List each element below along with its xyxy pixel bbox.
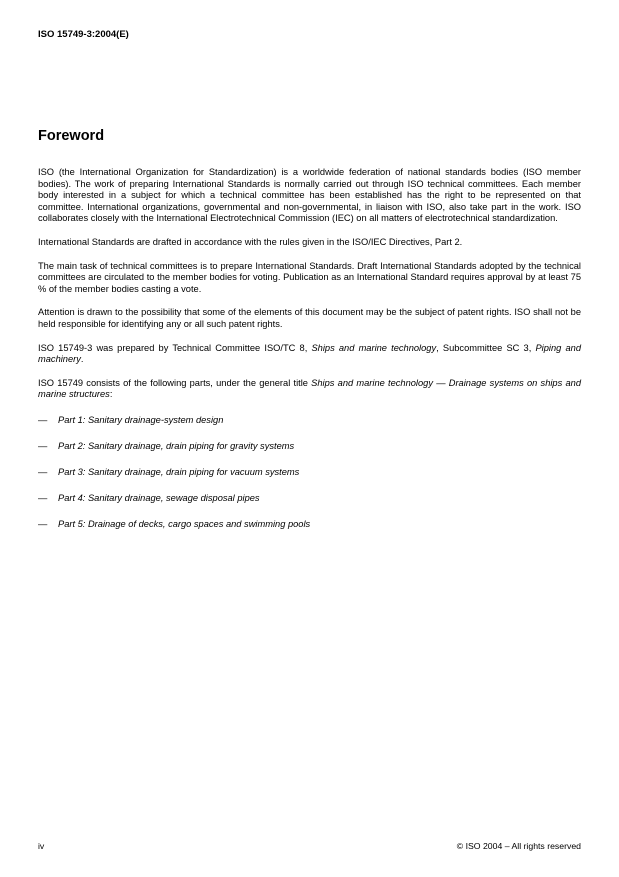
page-footer	[38, 841, 581, 851]
consists-of-text: ISO 15749 consists of the following parts, under the general title	[38, 377, 312, 388]
part-4-label: Part 4: Sanitary drainage, sewage disposal pipes	[58, 492, 260, 503]
list-dash: —	[38, 440, 48, 451]
paragraph-main-task: The main task of technical committees is to prepare International Standards. Draft International Standards adopted by the technical committees are circulated to the member bodies for voting. Publication as an International Standard requires approval by at least 75 % of the member bodies casting a vote.	[38, 260, 581, 294]
copyright-notice: © ISO 2004 – All rights reserved	[456, 841, 581, 851]
committee-name: Ships and marine technology	[311, 342, 437, 353]
part-1-label: Part 1: Sanitary drainage-system design	[58, 414, 224, 425]
list-dash: —	[38, 466, 48, 477]
paragraph-directives: International Standards are drafted in accordance with the rules given in the ISO/IEC Directives, Part 2.	[38, 236, 463, 247]
paragraph-patent-rights: Attention is drawn to the possibility that some of the elements of this document may be the subject of patent rights. ISO shall not be held responsible for identifying any or all such patent rights.	[38, 307, 581, 329]
list-item	[38, 415, 581, 427]
list-dash: —	[38, 414, 48, 425]
prepared-by-text: .	[80, 354, 84, 365]
foreword-title: Foreword	[38, 128, 105, 144]
parts-list	[38, 415, 581, 531]
paragraph-consists-of	[38, 378, 581, 401]
list-item	[38, 441, 581, 453]
general-title: Ships and marine technology — Drainage systems on ships and marine structures	[38, 377, 581, 400]
list-dash: —	[38, 518, 48, 529]
part-5-label: Part 5: Drainage of decks, cargo spaces and swimming pools	[58, 518, 311, 529]
prepared-by-text: , Subcommittee SC 3,	[436, 342, 536, 353]
page-number: iv	[38, 841, 45, 851]
list-item	[38, 493, 581, 505]
document-reference: ISO 15749-3:2004(E)	[38, 29, 129, 40]
subcommittee-name: Piping and machinery	[38, 342, 581, 365]
consists-of-text: :	[109, 389, 113, 400]
part-3-label: Part 3: Sanitary drainage, drain piping for vacuum systems	[58, 466, 300, 477]
page-header	[38, 29, 581, 40]
list-item	[38, 467, 581, 479]
paragraph-iso-federation: ISO (the International Organization for Standardization) is a worldwide federation of national standards bodies (ISO member bodies). The work of preparing International Standards is normally carried out through ISO technical committees. Each member body interested in a subject for which a technical committee has been established has the right to be represented on that committee. International organizations, governmental and non-governmental, in liaison with ISO, also take part in the work. ISO collaborates closely with the International Electrotechnical Commission (IEC) on all matters of electrotechnical standardization.	[38, 167, 581, 224]
list-dash: —	[38, 492, 48, 503]
prepared-by-text: ISO 15749-3 was prepared by Technical Committee ISO/TC 8,	[38, 342, 312, 353]
part-2-label: Part 2: Sanitary drainage, drain piping for gravity systems	[58, 440, 295, 451]
paragraph-prepared-by	[38, 343, 581, 366]
list-item	[38, 519, 581, 531]
